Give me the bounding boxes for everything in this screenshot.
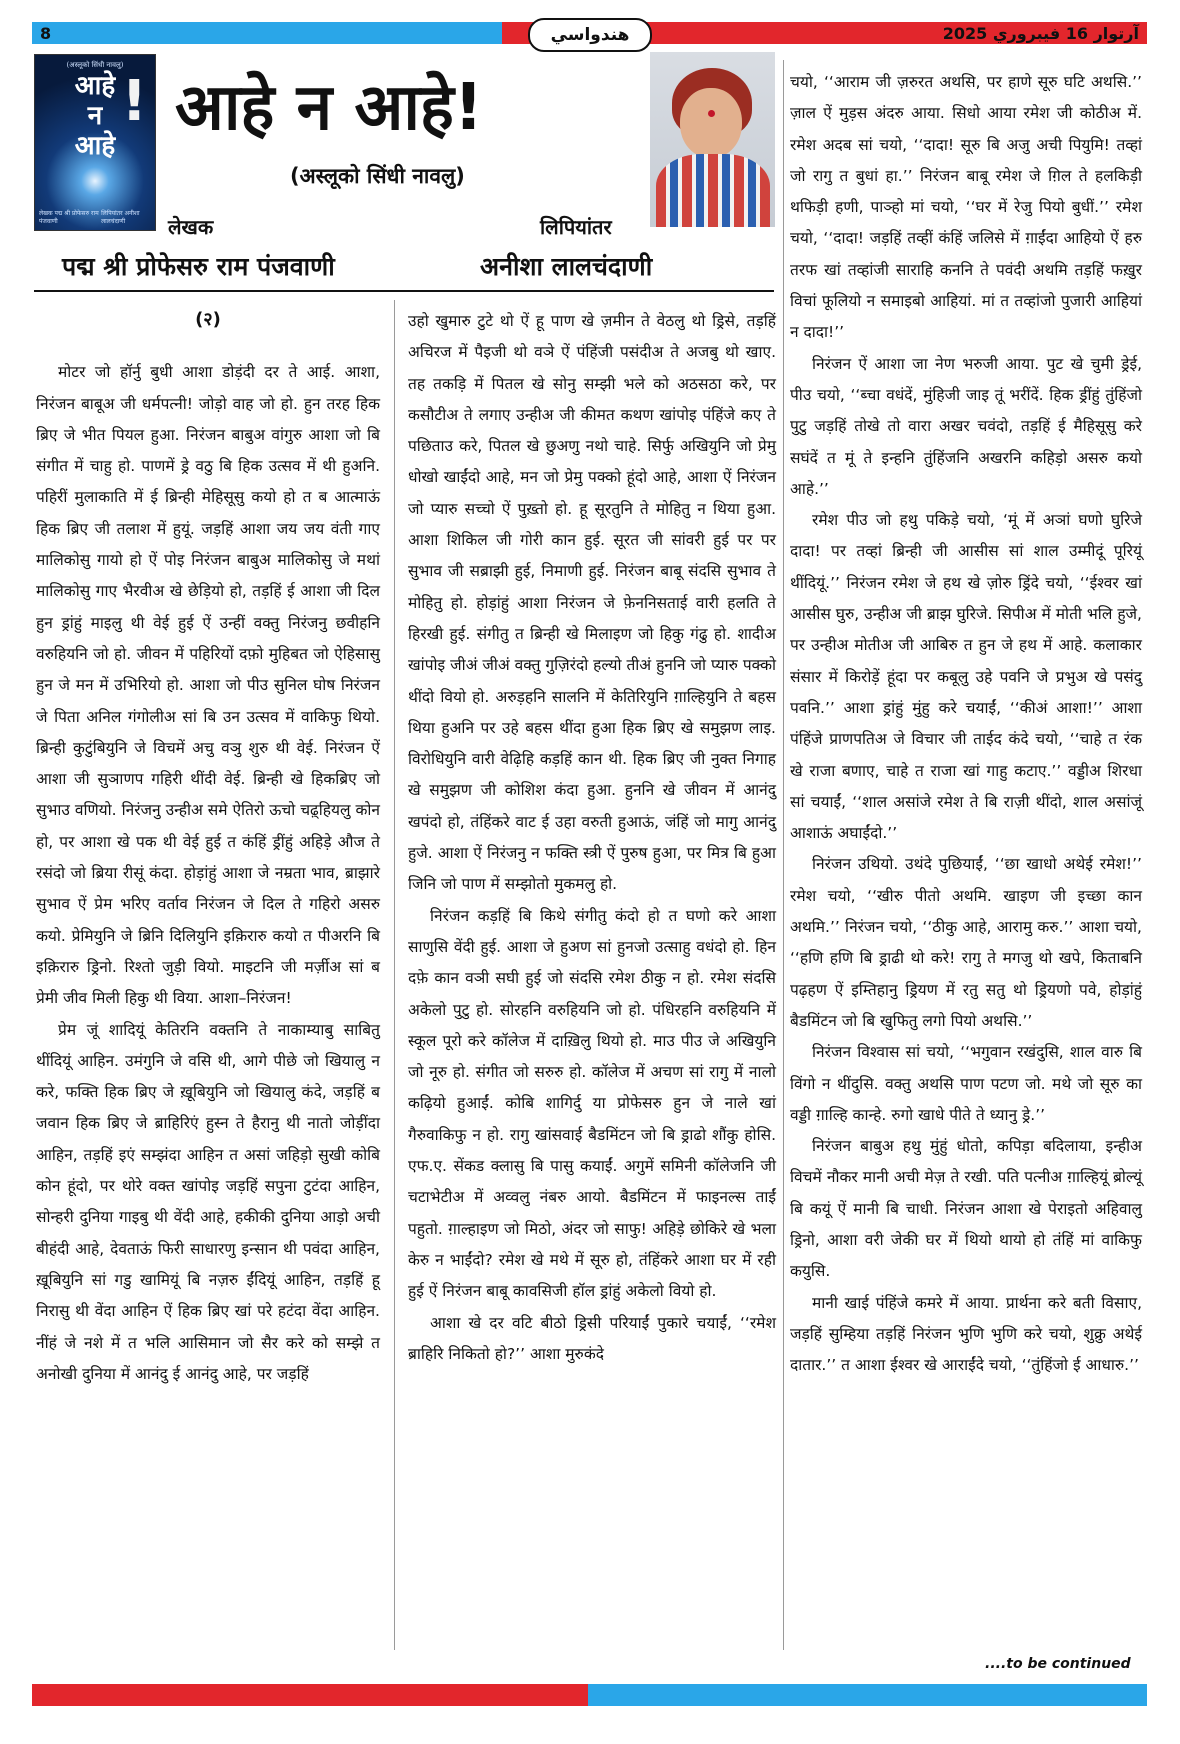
paragraph: निरंजन बाबुअ हथु मुंहुं धोतो, कपिड़ा बदिलाया, इन्हीअ विचमें नौकर मानी अची मेज़ ते रखी. पति पत्नीअ ग़ाल्हियूं ब्रोल्यूं बि कयूं ऐं मानी बि चाधी. निरंजन आशा खे पेराइतो अहिवालु ड्रिनो, आशा वरी जेकी घर में थियो थायो हो तंहिं मां वाकिफु कयुसि. [790, 1137, 1142, 1281]
cover-credit-translit: लिपियांतर अनीशा लालचंदाणी [101, 210, 140, 225]
chapter-number: (२) [195, 309, 221, 330]
paragraph: उहो खुमारु टुटे थो ऐं हू पाण खे ज़मीन ते वेठलु थो ड्रिसे, तड़हिं अचिरज में पैइजी थो वञे ऐं पंहिंजी पसंदीअ ते अजबु थो खाए. तह तकड़ि में पितल खे सोनु सम्झी भले को अठसठा करे, पर कसौटीअ ते लगाए उन्हीअ जी कीमत कथण खांपोइ पंहिंजे कए ते पछिताउ करे, पितल खे छुअणु नथो चाहे. सिर्फु अखियुनि जो प्रेमु धोखो खाईंदो आहे, मन जो प्रेमु पक्को हूंदो आहे, आशा ऐं निरंजन जो प्यारु सच्चो ऐं पुख़्तो हो. हू सूरतुनि ते मोहितु न थिया हुआ. आशा शिकिल जी गोरी कान हुई. सूरत जी सांवरी हुई पर पर सुभाव जी सब्राझी हुई, निमाणी हुई. निरंजन बाबू संदसि सुभाव ते मोहितु हो. होड़ांहुं आशा निरंजन जे फ़ेननिसताई वारी हलति ते हिरखी हुई. संगीतु त ब्रिन्ही खे मिलाइण जो हिकु गंढु हो. शादीअ खांपोइ जीअं जीअं वक्तु गुज़िरंदो हल्यो तीअं हुननि जो प्यारु पक्को थींदो वियो हो. अरुड़हनि सालनि में केतिरियुनि ग़ाल्हियुनि ते बहस थिया हुअनि पर उहे बहस थींदा हुआ हिक ब्रिए खे समुझण लाइ. विरोधियुनि वारी वेढ़िहि कड़हिं कान थी. हिक ब्रिए जी नुक्त निगाह खे समुझण जी कोशिश कंदा हुआ. हुननि खे जीवन में आनंदु खपंदो हो, तंहिंकरे वाट ई उहा वरुती हुआऊं, जंहिं जो मागु आनंदु हुजे. आशा ऐं निरंजनु न फक्ति स्त्री ऐं पुरुष हुआ, पर मित्र बि हुआ जिनि जो पाण में सम्झोतो मुकमलु हो. [408, 312, 776, 894]
paragraph: प्रेम जूं शादियूं केतिरनि वक्तनि ते नाकाम्याबु साबितु थींदियूं आहिन. उमंगुनि जे वसि थी, आगे पीछे जो खियालु न करे, फक्ति हिक ब्रिए जे ख़ूबियुनि जो खियालु कंदे, जड़हिं ब जवान हिक ब्रिए जे ब्राहिरिएं हुस्न ते हैरानु थी नातो जोड़ींदा आहिन, तड़हिं इएं सम्झंदा आहिन त असां जहिड़ो सुखी कोबि कोन हूंदो, पर थोरे वक्त खांपोइ जड़हिं सपुना टुटंदा आहिन, सोन्हरी दुनिया गाइबु थी वेंदी आहे, हकीकी दुनिया आड़ो अची बीहंदी आहे, देवताऊं फिरी साधारणु इन्सान थी पवंदा आहिन, ख़ूबियुनि सां गडु खामियूं बि नज़रु ईंदियूं आहिन, तड़हिं हू निरासु थी वेंदा आहिन ऐं हिक ब्रिए खां परे हटंदा वेंदा आहिन. नींहं जे नशे में त भलि आसिमान जो सैर करे को सम्झे त अनोखी दुनिया में आनंदु ई आनंदु आहे, पर जड़हिं [36, 1020, 380, 1383]
paragraph: चयो, ‘‘आराम जी ज़रुरत अथसि, पर हाणे सूरु घटि अथसि.’’ ज़ाल ऐं मुड़स अंदरु आया. सिधो आया रमेश जी कोठीअ में. रमेश अदब सां चयो, ‘‘दादा! सूरु बि अजु अची पियुमि! तव्हां जो रागु त बुधां हा.’’ निरंजन बाबू रमेश जे ग़िल ते हलकिड़ी थफिड़ी हणी, पाञ्हो मां चयो, ‘‘घर में रेजु पियो बुधीं.’’ रमेश चयो, ‘‘दादा! जड़हिं तव्हीं कंहिं जलिसे में ग़ाईंदा आहियो ऐं हरु तरफ खां तव्हांजी साराहि कननि ते पवंदी अथमि तड़हिं फख़ुर विचां फूलियो न समाइबो आहियां. मां त तव्हांजो पुजारी आहियां न दादा!’’ [790, 73, 1142, 342]
newspaper-masthead: هندواسي [528, 18, 652, 52]
writer-label: लेखक [168, 215, 214, 239]
article-title: आहे न आहे! [175, 71, 484, 145]
author-photo [650, 52, 775, 227]
paragraph: निरंजन ऐं आशा जा नेण भरुजी आया. पुट खे चुमी ड्रेई, पीउ चयो, ‘‘ब्चा वधंदें, मुंहिजी जाइ तूं भरींदें. हिक ड्रींहुं तुंहिंजो पुटु जड़हिं तोखे तो वारा अखर चवंदो, तड़हिं ई मैहिसूसु करे सघंदें त मूं ते इन्हनि तुंहिंजनि अखरनि कहिड़ो असरु कयो आहे.’’ [790, 354, 1142, 498]
paragraph: निरंजन विश्वास सां चयो, ‘‘भगुवान रखंदुसि, शाल वारु बि विंगो न थींदुसि. वक्तु अथसि पाण पटण जो. मथे जो सूरु का वड्डी ग़ाल्हि कान्हे. रुगो खाधे पीते ते ध्यानु ड्रे.’’ [790, 1043, 1142, 1124]
footer-blue-strip [588, 1684, 1147, 1706]
paragraph: मोटर जो हॉर्नु बुधी आशा डोड़ंदी दर ते आई. आशा, निरंजन बाबूअ जी धर्मपत्नी! जोड़ो वाह जो हो. हुन तरह हिक ब्रिए जे भीत पियल हुआ. निरंजन बाबुअ वांगुरु आशा जो बि संगीत में चाहु हो. पाणमें ड्रे वठु बि हिक उत्सव में थी हुअनि. पहिरीं मुलाकाति में ई ब्रिन्ही मेहिसूसु कयो हो त ब आत्माऊं हिक ब्रिए जी तलाश में हुयूं. जड़हिं आशा जय जय वंती गाए मालिकोसु गायो हो ऐं पोइ निरंजन बाबुअ मालिकोसु जे मथां मालिकोसु गाए भैरवीअ खे छेड़ियो हो, तड़हिं ई आशा जी दिल हुन ड्रांहुं माइलु थी वेई हुई ऐं उन्हीं वक्तु निरंजनु छवीहनि वरुहियनि जो हो. जीवन में पहिरियों दफ़ो मुहिबत जो ऐहिसासु हुन जे मन में उभिरियो हो. आशा जो पीउ सुनिल घोष निरंजन जे पिता अनिल गंगोलीअ सां बि उन उत्सव में वाकिफु थियो. ब्रिन्ही कुटुंबियुनि जे विचमें अचु वञु शुरु थी वेई. निरंजन ऐं आशा जी सुञाणप गहिरी थींदी वेई. ब्रिन्ही खे हिकब्रिए जो सुभाउ वणियो. निरंजनु उन्हीअ समे ऐतिरो ऊचो चढ़्हियलु कोन हो, पर आशा खे पक थी वेई हुई त कंहिं ड्रींहुं अहिड़े औज ते रसंदो जो ब्रिया रीसूं कंदा. होड़ांहुं आशा जे नम्रता भाव, ब्राझारे सुभाव ऐं प्रेम भरिए वर्ताव निरंजन जे दिल ते गहिरो असरु कयो. प्रेमियुनि जे ब्रिनि दिलियुनि इक़िरारु कयो त पीअरनि बि इक़िरारु ड्रिनो. रिश्तो जुड़ी वियो. माइटनि जी मर्ज़ीअ सां ब प्रेमी जीव मिली हिकु थी विया. आशा–निरंजन! [36, 363, 380, 1008]
to-be-continued: ....to be continued [985, 1656, 1131, 1672]
column-divider-2 [783, 60, 784, 1650]
transliterator-name: अनीशा लालचंदाणी [480, 252, 653, 281]
paragraph: निरंजन कड़हिं बि किथे संगीतु कंदो हो त घणो करे आशा साणुसि वेंदी हुई. आशा जे हुअण सां हुनजो उत्साहु वधंदो हो. हिन दफ़े कान वञी सघी हुई जो संदसि रमेश ठीकु न हो. रमेश संदसि अकेलो पुटु हो. सोरहनि वरुहियनि जो हो. पंधिरहनि वरुहियनि में स्कूल पूरो करे कॉलेज में दाख़िलु थियो हो. माउ पीउ जे अखियुनि जो नूरु हो. संगीत जो सरुरु हो. कॉलेज में अचण सां रागु में नालो कढ़ियो हुआईं. कोबि शागिर्दु या प्रोफेसरु हुन जे नाले खां गैरुवाकिफु न हो. रागु खांसवाई बैडमिंटन जो बि ड्राढो शौंकु होसि. एफ.ए. सेंकड क्लासु बि पासु कयाईं. अगुमें समिनी कॉलेजनि जी चटाभेटीअ में अव्वलु नंबरु आयो. बैडमिंटन में फाइनल्स ताईं पहुतो. ग़ाल्हाइण जो मिठो, अंदर जो साफु! अहिड़े छोकिरे खे भला केरु न भाईंदो? रमेश खे मथे में सूरु हो, तंहिंकरे आशा घर में रही हुई ऐं निरंजन बाबू कावसिजी हॉल ड्रांहुं अकेलो वियो हो. [408, 906, 776, 1301]
article-column-1 [36, 304, 380, 1390]
cover-top-text: (अस्लूको सिंधी नावलु) [66, 61, 124, 69]
article-column-3 [790, 67, 1142, 1381]
paragraph: आशा खे दर वटि बीठो ड्रिसी परियाईं पुकारे चयाईं, ‘‘रमेश ब्राहिरि निकितो हो?’’ आशा मुरुकंदे [408, 1313, 776, 1363]
article-column-2 [408, 306, 776, 1370]
cover-exclamation: ! [121, 69, 147, 134]
photo-bindi-shape [708, 110, 715, 117]
transliterator-label: लिपियांतर [540, 215, 612, 239]
cover-credit-writer: लेखक पद्म श्री प्रोफेसरु राम पंजवाणी [39, 210, 99, 225]
cover-credits [39, 209, 151, 225]
cover-title: आहे न आहे [74, 71, 116, 161]
header-blue-strip [32, 22, 502, 44]
date-line: آرتوار 16 فيبروري 2025 [942, 24, 1139, 43]
header-bar [32, 22, 1147, 44]
paragraph: निरंजन उथियो. उथंदे पुछियाईं, ‘‘छा खाधो अथेई रमेश!’’ रमेश चयो, ‘‘खीरु पीतो अथमि. खाइण जी इच्छा कान अथमि.’’ निरंजन चयो, ‘‘ठीकु आहे, आरामु करु.’’ आशा चयो, ‘‘हणि हणि बि ड्राढी थो करे! रागु ते मगजु थो खपे, किताबनि पढ़हण ऐं इम्तिहानु ड्रियण में रतु सतु थो ड्रियणो पवे, होड़ांहुं बैडमिंटन जो बि खुफितु लगो पियो अथसि.’’ [790, 855, 1142, 1030]
column-divider-1 [394, 300, 395, 1650]
footer-red-strip [32, 1684, 588, 1706]
paragraph: रमेश पीउ जो हथु पकिड़े चयो, ‘मूं में अञां घणो घुरिजे दादा! पर तव्हां ब्रिन्ही जी आसीस सां शाल उम्मीदूं पूरियूं थींदियूं.’’ निरंजन रमेश जे हथ खे ज़ोरु ड्रिंदे चयो, ‘‘ईश्वर खां आसीस घुरु, उन्हीअ जी ब्राझ घुरिजे. सिपीअ में मोती भलि हुजे, पर उन्हीअ मोतीअ जी आबिरु त हुन जे हथ में आहे. कलाकार संसार में किरोड़ें हूंदा पर कबूलु उहे पवनि जे प्रभुअ खे पसंदु पवनि.’’ आशा ड्रांहुं मुंहु करे चयाईं, ‘‘कीअं आशा!’’ आशा पंहिंजे प्राणपतिअ जे विचार जी ताईद कंदे चयो, ‘‘चाहे त रंक खे राजा बणाए, चाहे त राजा खां गाहु कटाए.’’ वड्डीअ शिरधा सां चयाईं, ‘‘शाल असांजे रमेश ते बि राज़ी थींदो, शाल असांजूं आशाऊं अघाईंदो.’’ [790, 511, 1142, 843]
writer-name: पद्म श्री प्रोफेसरु राम पंजवाणी [62, 252, 335, 281]
photo-shirt-shape [656, 154, 770, 227]
photo-face-shape [680, 88, 742, 158]
page-number: 8 [40, 24, 52, 43]
book-cover-image [34, 54, 156, 231]
article-subtitle: (अस्लूको सिंधी नावलु) [290, 164, 465, 188]
paragraph: मानी खाई पंहिंजे कमरे में आया. प्रार्थना करे बती विसाए, जड़हिं सुम्हिया तड़हिं निरंजन भुणि भुणि करे चयो, शुक्रु अथेई दातार.’’ त आशा ईश्वर खे आराईंदे चयो, ‘‘तुंहिंजो ई आधारु.’’ [790, 1293, 1142, 1375]
header-divider [34, 290, 774, 292]
